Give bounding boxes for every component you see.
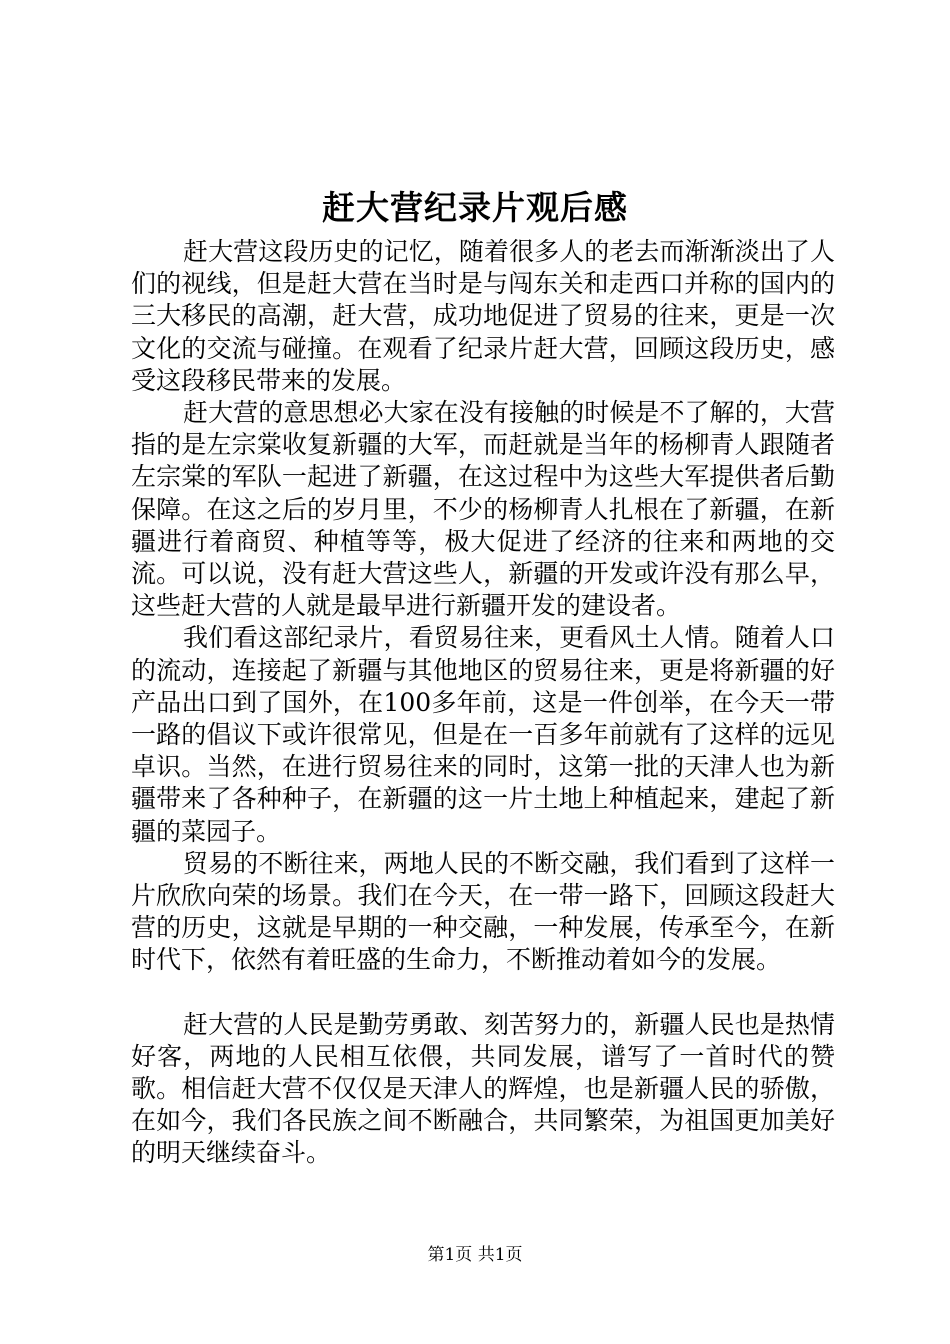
paragraph-4: 贸易的不断往来，两地人民的不断交融，我们看到了这样一片欣欣向荣的场景。我们在今天，在一带一路下，回顾这段赶大营的历史，这就是早期的一种交融，一种发展，传承至今，在新时代下，依然有着旺盛的生命力，不断推动着如今的发展。 (131, 848, 835, 975)
document-body (131, 236, 835, 1170)
paragraph-5: 赶大营的人民是勤劳勇敢、刻苦努力的，新疆人民也是热情好客，两地的人民相互依偎，共同发展，谱写了一首时代的赞歌。相信赶大营不仅仅是天津人的辉煌，也是新疆人民的骄傲，在如今，我们各民族之间不断融合，共同繁荣，为祖国更加美好的明天继续奋斗。 (131, 1009, 835, 1168)
paragraph-1: 赶大营这段历史的记忆，随着很多人的老去而渐渐淡出了人们的视线，但是赶大营在当时是与闯东关和走西口并称的国内的三大移民的高潮，赶大营，成功地促进了贸易的往来，更是一次文化的交流与碰撞。在观看了纪录片赶大营，回顾这段历史，感受这段移民带来的发展。 (131, 237, 835, 395)
document-title: 赶大营纪录片观后感 (322, 188, 628, 227)
paragraph-2: 赶大营的意思想必大家在没有接触的时候是不了解的，大营指的是左宗棠收复新疆的大军，而赶就是当年的杨柳青人跟随者左宗棠的军队一起进了新疆，在这过程中为这些大军提供者后勤保障。在这之后的岁月里，不少的杨柳青人扎根在了新疆，在新疆进行着商贸、种植等等，极大促进了经济的往来和两地的交流。可以说，没有赶大营这些人，新疆的开发或许没有那么早，这些赶大营的人就是最早进行新疆开发的建设者。 (131, 398, 835, 621)
paragraph-3: 我们看这部纪录片，看贸易往来，更看风土人情。随着人口的流动，连接起了新疆与其他地区的贸易往来，更是将新疆的好产品出口到了国外，在100多年前，这是一件创举，在今天一带一路的倡议下或许很常见，但是在一百多年前就有了这样的远见卓识。当然，在进行贸易往来的同时，这第一批的天津人也为新疆带来了各种种子，在新疆的这一片土地上种植起来，建起了新疆的菜园子。 (131, 623, 835, 846)
page-footer: 第1页 共1页 (427, 1245, 523, 1265)
